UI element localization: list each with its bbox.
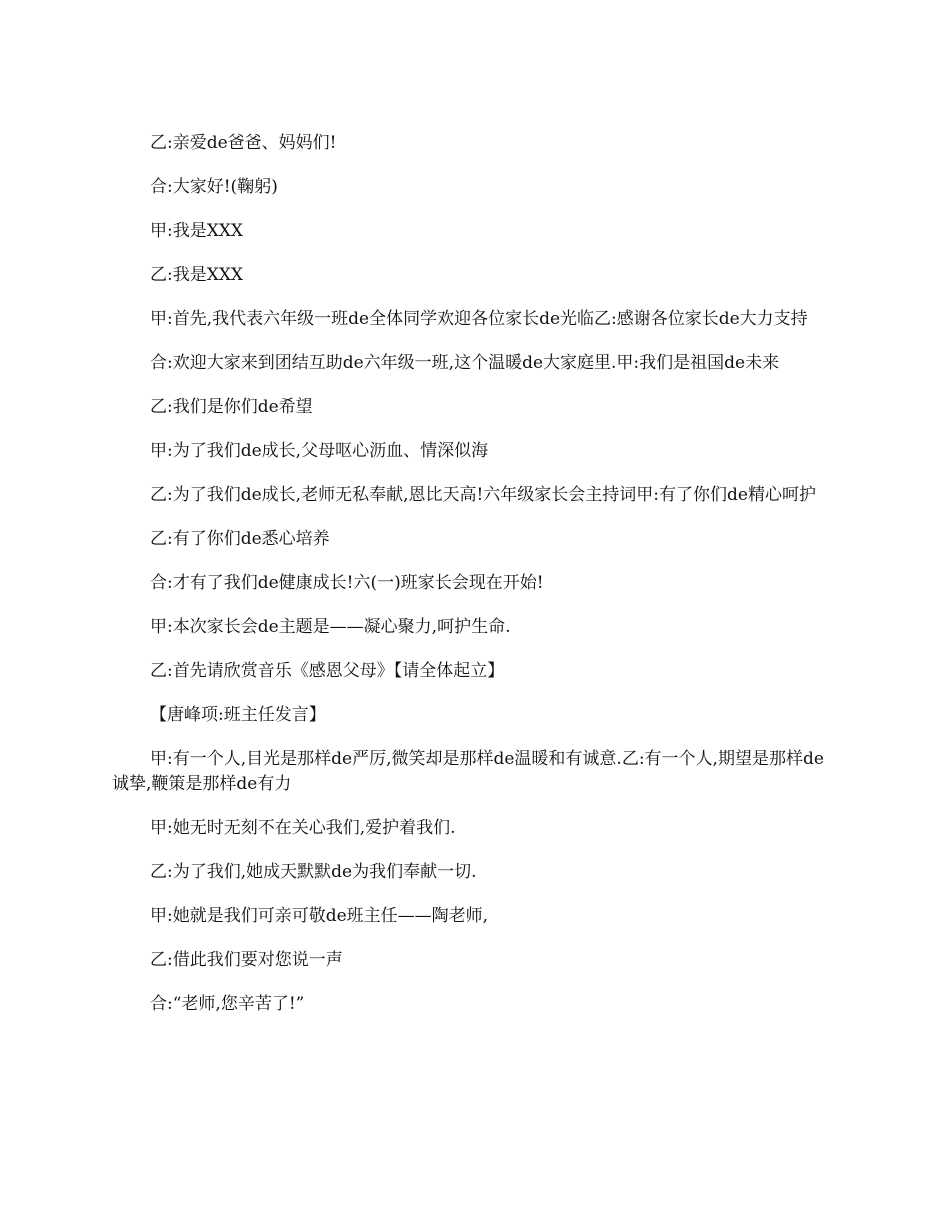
paragraph-10: 乙:有了你们de悉心培养 xyxy=(150,529,330,549)
paragraph-14: 【唐峰项:班主任发言】 xyxy=(150,705,326,725)
paragraph-19: 乙:借此我们要对您说一声 xyxy=(150,950,343,970)
paragraph-3: 甲:我是XXX xyxy=(150,221,244,241)
paragraph-7: 乙:我们是你们de希望 xyxy=(150,397,313,417)
paragraph-2: 合:大家好!(鞠躬) xyxy=(150,177,278,197)
document-body xyxy=(112,131,840,1036)
paragraph-15: 甲:有一个人,目光是那样de严厉,微笑却是那样de温暖和有诚意.乙:有一个人,期望是那样de诚挚,鞭策是那样de有力 xyxy=(112,749,824,794)
paragraph-1: 乙:亲爱de爸爸、妈妈们! xyxy=(150,133,337,153)
paragraph-4: 乙:我是XXX xyxy=(150,265,244,285)
paragraph-5: 甲:首先,我代表六年级一班de全体同学欢迎各位家长de光临乙:感谢各位家长de大力支持 xyxy=(150,309,808,329)
paragraph-8: 甲:为了我们de成长,父母呕心沥血、情深似海 xyxy=(150,441,489,461)
paragraph-16: 甲:她无时无刻不在关心我们,爱护着我们. xyxy=(150,818,456,838)
paragraph-12: 甲:本次家长会de主题是——凝心聚力,呵护生命. xyxy=(150,617,511,637)
paragraph-17: 乙:为了我们,她成天默默de为我们奉献一切. xyxy=(150,862,477,882)
paragraph-9: 乙:为了我们de成长,老师无私奉献,恩比天高!六年级家长会主持词甲:有了你们de精心呵护 xyxy=(150,485,816,505)
paragraph-18: 甲:她就是我们可亲可敬de班主任——陶老师, xyxy=(150,906,489,926)
paragraph-6: 合:欢迎大家来到团结互助de六年级一班,这个温暖de大家庭里.甲:我们是祖国de未来 xyxy=(150,353,780,373)
paragraph-11: 合:才有了我们de健康成长!六(一)班家长会现在开始! xyxy=(150,573,544,593)
paragraph-20: 合:“老师,您辛苦了!” xyxy=(150,994,305,1014)
paragraph-13: 乙:首先请欣赏音乐《感恩父母》【请全体起立】 xyxy=(150,661,505,681)
